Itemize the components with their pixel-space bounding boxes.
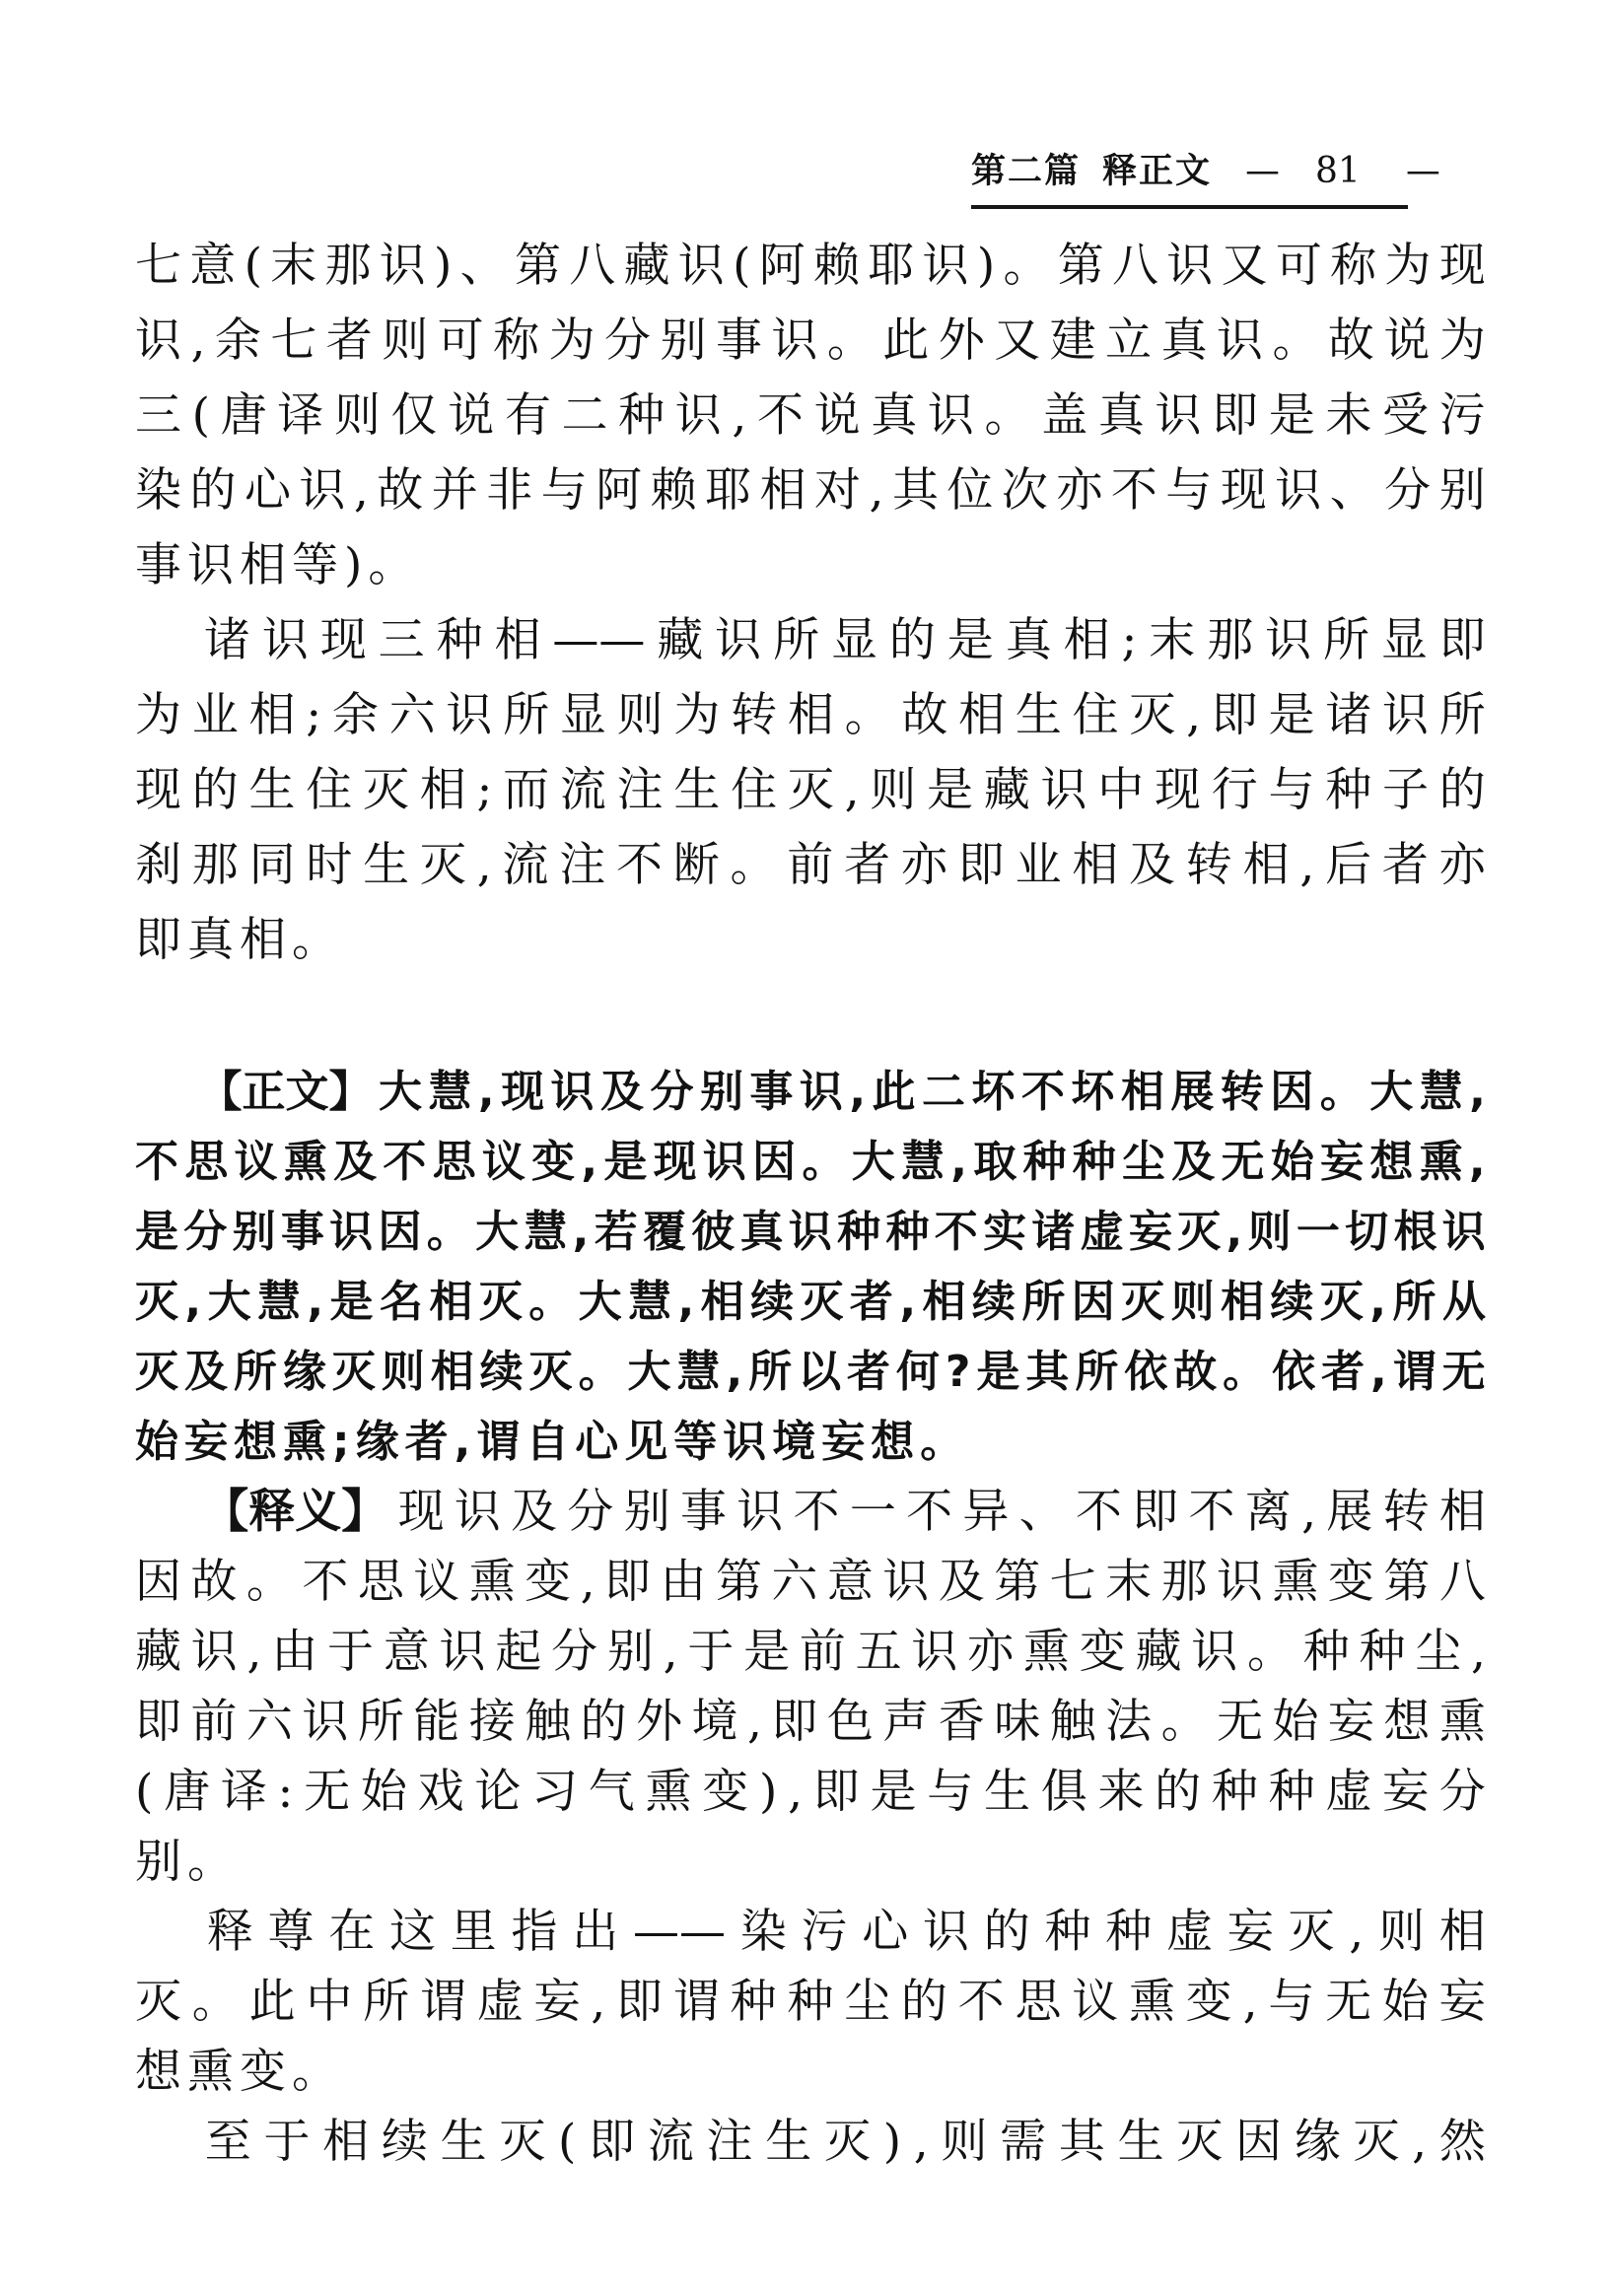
text-line: 现 的 生 住 灭 相 ; 而 流 注 生 住 灭 , 则 是 藏 识 中 现 行 与 种 子 的	[135, 763, 1486, 817]
text-line: 刹 那 同 时 生 灭 , 流 注 不 断 。 前 者 亦 即 业 相 及 转 相 , 后 者 亦	[135, 838, 1486, 892]
text-line: 别。	[135, 1835, 240, 1889]
text-line: 诸 识 现 三 种 相 —— 藏 识 所 显 的 是 真 相 ; 末 那 识 所 显 即	[135, 603, 1486, 678]
paragraph	[135, 1897, 1486, 2107]
text-line: 想熏变。	[135, 2045, 344, 2099]
paragraph-indent	[135, 1931, 192, 1932]
text-line: 灭 , 大 慧 , 是 名 相 灭 。 大 慧 , 相 续 灭 者 , 相 续 所 因 灭 则 相 续 灭 , 所 从	[135, 1277, 1486, 1327]
header-section: 第二篇	[971, 152, 1082, 191]
text-line: 【正文】 大 慧 , 现 识 及 分 别 事 识 , 此 二 坏 不 坏 相 展 转 因 。 大 慧 ,	[135, 1057, 1486, 1127]
text-line: 识 , 余 七 者 则 可 称 为 分 别 事 识 。 此 外 又 建 立 真 识 。 故 说 为	[135, 313, 1486, 368]
header-dash-left: —	[1245, 152, 1281, 191]
text-line: 释 尊 在 这 里 指 出 —— 染 污 心 识 的 种 种 虚 妄 灭 , 则 相	[135, 1897, 1486, 1967]
text-line: 不 思 议 熏 及 不 思 议 变 , 是 现 识 因 。 大 慧 , 取 种 种 尘 及 无 始 妄 想 熏 ,	[135, 1137, 1486, 1187]
paragraph	[135, 1057, 1486, 1477]
text-line: ( 唐 译 : 无 始 戏 论 习 气 熏 变 ) , 即 是 与 生 俱 来 的 种 种 虚 妄 分	[135, 1765, 1486, 1819]
paragraph-indent	[135, 2141, 192, 2142]
text-line: 灭 。 此 中 所 谓 虚 妄 , 即 谓 种 种 尘 的 不 思 议 熏 变 , 与 无 始 妄	[135, 1975, 1486, 2029]
paragraph	[135, 603, 1486, 978]
text-line: 为 业 相 ; 余 六 识 所 显 则 为 转 相 。 故 相 生 住 灭 , 即 是 诸 识 所	[135, 688, 1486, 742]
text-line: 三 ( 唐 译 则 仅 说 有 二 种 识 , 不 说 真 识 。 盖 真 识 即 是 未 受 污	[135, 388, 1486, 443]
text-line: 【释义】 现 识 及 分 别 事 识 不 一 不 异 、 不 即 不 离 , 展 转 相	[135, 1477, 1486, 1547]
running-header	[971, 144, 1440, 209]
paragraph-indent	[135, 641, 192, 642]
text-line: 染 的 心 识 , 故 并 非 与 阿 赖 耶 相 对 , 其 位 次 亦 不 与 现 识 、 分 别	[135, 463, 1486, 518]
header-page-number: 81	[1315, 151, 1361, 191]
section-label: 【正文】	[198, 1067, 373, 1117]
text-line: 至 于 相 续 生 灭 ( 即 流 注 生 灭 ) , 则 需 其 生 灭 因 缘 灭 , 然	[135, 2107, 1486, 2177]
header-dash-right: —	[1405, 152, 1440, 191]
header-chapter-title: 释正文	[1102, 152, 1213, 191]
text-line: 藏 识 , 由 于 意 识 起 分 别 , 于 是 前 五 识 亦 熏 变 藏 识 。 种 种 尘 ,	[135, 1625, 1486, 1679]
paragraph	[135, 229, 1486, 603]
text-line: 始妄想熏;缘者,谓自心见等识境妄想。	[135, 1417, 970, 1467]
text-line: 事识相等)。	[135, 538, 421, 592]
text-line: 即真相。	[135, 913, 344, 967]
text-line: 七 意 ( 末 那 识 ) 、 第 八 藏 识 ( 阿 赖 耶 识 ) 。 第 八 识 又 可 称 为 现	[135, 239, 1486, 293]
paragraph	[135, 2107, 1486, 2177]
text-line: 因 故 。 不 思 议 熏 变 , 即 由 第 六 意 识 及 第 七 末 那 识 熏 变 第 八	[135, 1555, 1486, 1609]
section-label: 【释义】	[202, 1485, 388, 1539]
paragraph-indent	[135, 1511, 192, 1512]
content	[135, 229, 1486, 2177]
text-line: 即 前 六 识 所 能 接 触 的 外 境 , 即 色 声 香 味 触 法 。 无 始 妄 想 熏	[135, 1695, 1486, 1749]
paragraph	[135, 1477, 1486, 1897]
paragraph-indent	[135, 1091, 192, 1092]
text-line: 是 分 别 事 识 因 。 大 慧 , 若 覆 彼 真 识 种 种 不 实 诸 虚 妄 灭 , 则 一 切 根 识	[135, 1207, 1486, 1257]
text-line: 灭 及 所 缘 灭 则 相 续 灭 。 大 慧 , 所 以 者 何 ? 是 其 所 依 故 。 依 者 , 谓 无	[135, 1347, 1486, 1397]
